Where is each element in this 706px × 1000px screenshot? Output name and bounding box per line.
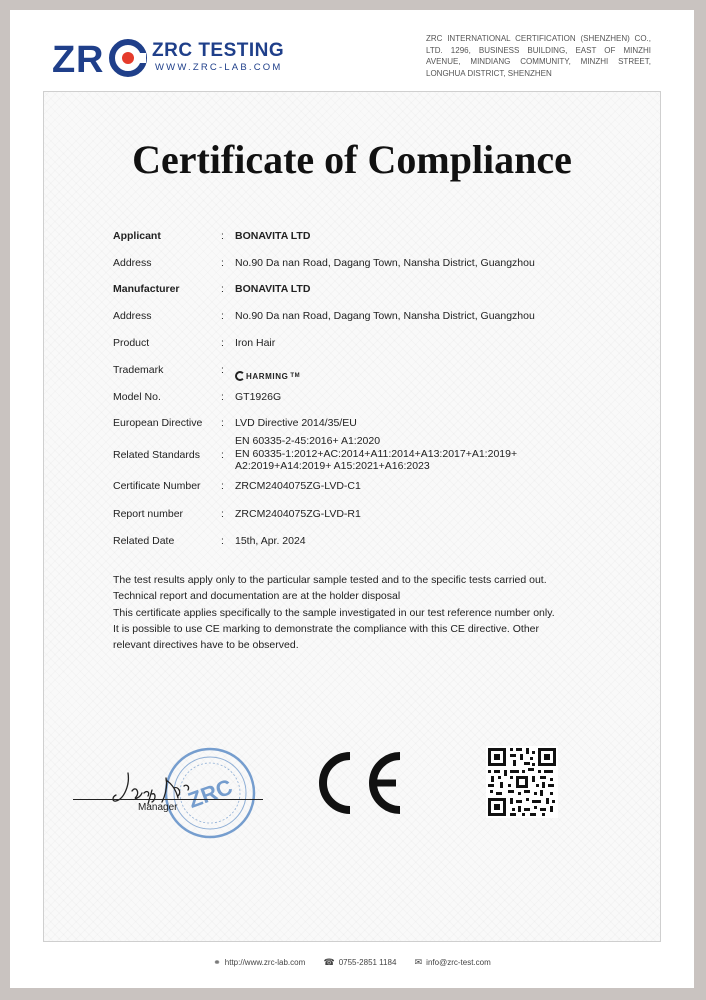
svg-text:Z: Z <box>52 39 75 81</box>
field-colon: : <box>221 480 224 492</box>
website-text[interactable]: http://www.zrc-lab.com <box>224 958 306 967</box>
field-label: Certificate Number <box>113 480 201 492</box>
phone-text[interactable]: 0755-2851 1184 <box>338 958 397 967</box>
field-colon: : <box>221 257 224 269</box>
statement-line: Technical report and documentation are at the holder disposal <box>113 590 401 603</box>
field-colon: : <box>221 364 224 376</box>
trademark-text: HARMING <box>246 371 289 381</box>
certificate-page <box>10 10 694 988</box>
brand-name: ZRC TESTING <box>152 40 285 61</box>
field-label: Manufacturer <box>113 283 180 295</box>
field-colon: : <box>221 535 224 547</box>
zrc-logo-mark <box>52 36 150 82</box>
field-value: GT1926G <box>235 391 282 403</box>
signature-line <box>73 799 263 800</box>
field-value: EN 60335-2-45:2016+ A1:2020 EN 60335-1:2012+AC:2014+A11:2014+A13:2017+A1:2019+ A2:2019+A14:2019+ A15:2021+A16:2023 <box>235 435 518 472</box>
company-address: ZRC INTERNATIONAL CERTIFICATION (SHENZHEN) CO., LTD. 1296, BUSINESS BUILDING, EAST OF MINZHI AVENUE, MINDIANG COMMUNITY, MINZHI STREET, LONGHUA DISTRICT, SHENZHEN <box>426 34 651 78</box>
footer-phone[interactable] <box>323 958 398 967</box>
email-icon: ✉ <box>414 957 423 967</box>
field-colon: : <box>221 449 224 461</box>
field-colon: : <box>221 283 224 295</box>
field-value: ZRCM2404075ZG-LVD-C1 <box>235 480 361 492</box>
qr-code[interactable] <box>486 746 558 818</box>
footer-contacts <box>10 957 694 968</box>
statement-line: This certificate applies specifically to the sample investigated in our test reference number only. <box>113 606 555 619</box>
footer-website[interactable] <box>213 958 307 967</box>
field-label: Model No. <box>113 391 161 403</box>
field-label: Address <box>113 310 152 322</box>
field-label: Related Date <box>113 535 175 547</box>
field-colon: : <box>221 391 224 403</box>
field-colon: : <box>221 230 224 242</box>
phone-icon: ☎ <box>323 957 335 967</box>
ce-mark <box>310 750 406 816</box>
statement-line: It is possible to use CE marking to demonstrate the compliance with this CE directive. Other <box>113 622 540 635</box>
footer-email[interactable] <box>415 958 491 967</box>
signature-block <box>70 745 290 845</box>
field-value: 15th, Apr. 2024 <box>235 535 306 547</box>
field-value: Iron Hair <box>235 337 276 349</box>
field-value: No.90 Da nan Road, Dagang Town, Nansha District, Guangzhou <box>235 257 535 269</box>
field-label: Related Standards <box>113 449 200 461</box>
stamp-text: ZRC <box>184 773 236 813</box>
email-text[interactable]: info@zrc-test.com <box>426 958 491 967</box>
globe-icon: ⚭ <box>213 957 221 967</box>
field-label: Address <box>113 257 152 269</box>
brand-url[interactable]: WWW.ZRC-LAB.COM <box>155 62 283 73</box>
field-label: Trademark <box>113 364 164 376</box>
field-colon: : <box>221 310 224 322</box>
signature-label: Manager <box>138 802 178 813</box>
field-value: BONAVITA LTD <box>235 230 311 242</box>
field-colon: : <box>221 417 224 429</box>
field-value: BONAVITA LTD <box>235 283 311 295</box>
field-colon: : <box>221 337 224 349</box>
compliance-statement <box>113 572 603 653</box>
trademark-c-mark <box>235 371 245 381</box>
certificate-title: Certificate of Compliance <box>132 137 572 182</box>
field-label: European Directive <box>113 417 203 429</box>
field-value: LVD Directive 2014/35/EU <box>235 417 357 429</box>
zrc-logo <box>52 36 292 86</box>
field-colon: : <box>221 508 224 520</box>
field-value: No.90 Da nan Road, Dagang Town, Nansha District, Guangzhou <box>235 310 535 322</box>
trademark-symbol: TM <box>290 373 301 379</box>
field-value: ZRCM2404075ZG-LVD-R1 <box>235 508 361 520</box>
svg-text:R: R <box>76 39 104 81</box>
trademark-logo <box>235 364 300 381</box>
statement-line: The test results apply only to the particular sample tested and to the specific tests carried out. <box>113 574 547 586</box>
field-label: Applicant <box>113 230 161 242</box>
field-label: Report number <box>113 508 184 520</box>
field-label: Product <box>113 337 150 349</box>
statement-line: relevant directives have to be observed. <box>113 639 299 652</box>
